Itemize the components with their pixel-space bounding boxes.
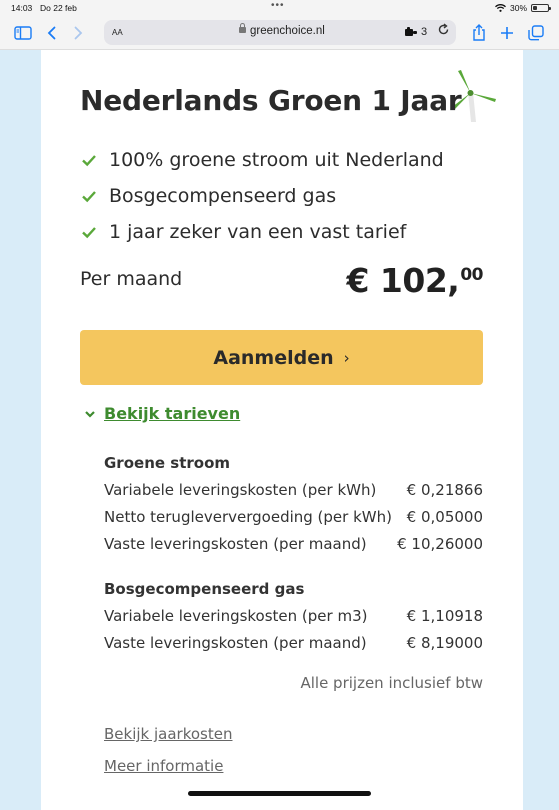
more-info-link[interactable]: Meer informatie	[104, 757, 224, 775]
rate-row	[104, 508, 483, 526]
price-main: € 102,	[346, 261, 460, 300]
view-rates-link[interactable]: Bekijk tarieven	[104, 404, 241, 423]
chevron-left-icon	[47, 26, 57, 40]
rate-row	[104, 607, 483, 625]
rate-label: Vaste leveringskosten (per maand)	[104, 535, 367, 553]
rate-label: Variabele leveringskosten (per kWh)	[104, 481, 377, 499]
feature-item	[80, 178, 444, 214]
address-bar[interactable]	[104, 20, 456, 45]
page-settings-button[interactable]: AA	[112, 28, 123, 37]
feature-list	[80, 142, 444, 250]
price-period-label: Per maand	[80, 268, 183, 290]
rate-value: € 10,26000	[397, 535, 483, 553]
puzzle-icon	[404, 27, 418, 37]
extensions-button[interactable]	[404, 26, 427, 38]
feature-text: 1 jaar zeker van een vast tarief	[109, 221, 407, 243]
status-right	[495, 3, 549, 13]
rate-label: Netto terugleververgoeding (per kWh)	[104, 508, 392, 526]
checkmark-icon	[80, 151, 98, 169]
annual-costs-link[interactable]: Bekijk jaarkosten	[104, 725, 233, 743]
back-button[interactable]	[42, 23, 62, 43]
multitasking-dots-icon[interactable]: •••	[271, 0, 285, 11]
status-bar	[0, 0, 559, 16]
monthly-price	[346, 261, 483, 300]
checkmark-icon	[80, 187, 98, 205]
browser-toolbar	[0, 16, 559, 50]
new-tab-plus-icon[interactable]	[497, 23, 517, 43]
feature-text: 100% groene stroom uit Nederland	[109, 149, 444, 171]
chevron-right-icon	[73, 26, 83, 40]
url-domain[interactable]: greenchoice.nl	[250, 25, 325, 37]
reload-icon[interactable]	[437, 23, 450, 40]
vat-footnote: Alle prijzen inclusief btw	[300, 674, 483, 692]
chevron-down-icon	[84, 408, 96, 420]
feature-item	[80, 142, 444, 178]
battery-icon	[531, 4, 549, 12]
status-time: 14:03	[11, 3, 33, 13]
home-indicator[interactable]	[188, 791, 371, 796]
signup-button-label: Aanmelden	[213, 346, 334, 369]
rate-label: Variabele leveringskosten (per m3)	[104, 607, 368, 625]
battery-percent: 30%	[509, 3, 527, 13]
rate-value: € 8,19000	[406, 634, 483, 652]
forward-button[interactable]	[68, 23, 88, 43]
rate-row	[104, 481, 483, 499]
price-cents: 00	[460, 265, 483, 285]
status-date: Do 22 feb	[40, 3, 77, 13]
tabs-overview-icon[interactable]	[526, 23, 546, 43]
rate-label: Vaste leveringskosten (per maand)	[104, 634, 367, 652]
rate-value: € 0,21866	[406, 481, 483, 499]
wifi-icon	[495, 4, 506, 12]
lock-icon	[239, 27, 246, 33]
feature-text: Bosgecompenseerd gas	[109, 185, 337, 207]
chevron-right-icon: ›	[343, 348, 350, 367]
electricity-section-title: Groene stroom	[104, 454, 230, 472]
view-rates-toggle[interactable]	[84, 404, 240, 423]
product-title: Nederlands Groen 1 Jaar	[80, 84, 462, 117]
feature-item	[80, 214, 444, 250]
sidebar-toggle-icon[interactable]	[13, 23, 33, 43]
gas-section-title: Bosgecompenseerd gas	[104, 580, 305, 598]
checkmark-icon	[80, 223, 98, 241]
signup-button[interactable]	[80, 330, 483, 385]
rate-value: € 1,10918	[406, 607, 483, 625]
share-icon[interactable]	[469, 23, 489, 43]
rate-row	[104, 535, 483, 553]
rate-value: € 0,05000	[406, 508, 483, 526]
rate-row	[104, 634, 483, 652]
extension-count: 3	[421, 26, 428, 38]
